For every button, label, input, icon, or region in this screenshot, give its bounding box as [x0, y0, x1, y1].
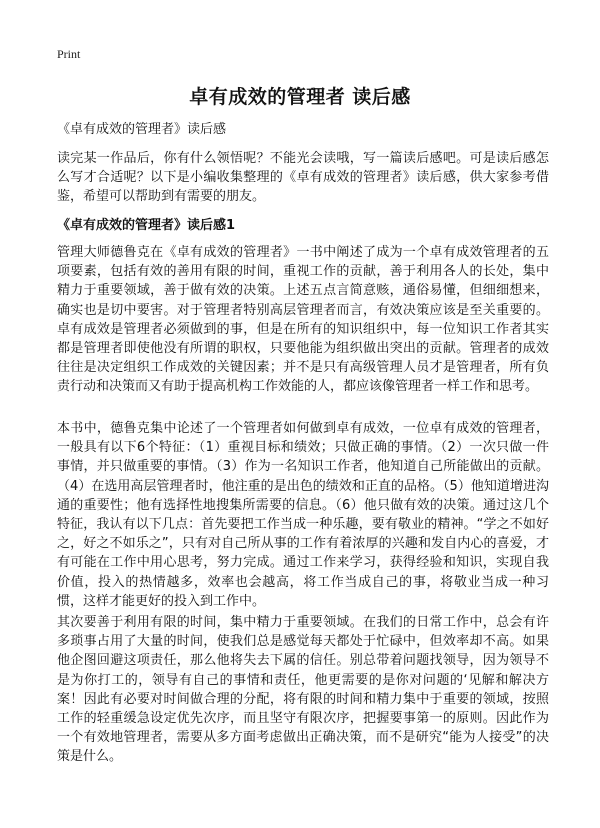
body-paragraph-2: 本书中，德鲁克集中论述了一个管理者如何做到卓有成效，一位卓有成效的管理者，一般具有以下6个特征：（1）重视目标和绩效；只做正确的事情。（2）一次只做一件事情，并只做重要的事情。（3）作为一名知识工作者，他知道自己所能做出的贡献。（4）在选用高层管理者时，他注重的是出色的绩效和正直的品格。（5）他知道增进沟通的重要性；他有选择性地搜集所需要的信息。（6）他只做有效的决策。通过这几个特征，我认有以下几点：首先要把工作当成一种乐趣，要有敬业的精神。“学之不如好之，好之不如乐之”，只有对自己所从事的工作有着浓厚的兴趣和发自内心的喜爱，才有可能在工作中用心思考，努力完成。通过工作来学习，获得经验和知识，实现自我价值，投入的热情越多，效率也会越高，将工作当成自己的事，将敬业当成一种习惯，这样才能更好的投入到工作中。	[57, 421, 549, 609]
body-paragraph-1: 管理大师德鲁克在《卓有成效的管理者》一书中阐述了成为一个卓有成效管理者的五项要素，包括有效的善用有限的时间，重视工作的贡献，善于利用各人的长处，集中精力于重要领域，善于做有效的决策。上述五点言简意赅，通俗易懂，但细细想来，确实也是切中要害。对于管理者特别高层管理者而言，有效决策应该是至关重要的。卓有成效是管理者必须做到的事，但是在所有的知识组织中，每一位知识工作者其实都是管理者即使他没有所谓的职权，只要他能为组织做出突出的贡献。管理者的成效往往是决定组织工作成效的关键因素；并不是只有高级管理人员才是管理者，所有负责行动和决策而又有助于提高机构工作效能的人，都应该像管理者一样工作和思考。	[57, 245, 549, 395]
intro-paragraph: 读完某一作品后，你有什么领悟呢？不能光会读哦，写一篇读后感吧。可是读后感怎么写才合适呢？以下是小编收集整理的《卓有成效的管理者》读后感，供大家参考借鉴，希望可以帮助到有需要的朋友。	[57, 151, 549, 205]
article-subtitle: 《卓有成效的管理者》读后感	[57, 122, 227, 137]
body-paragraph-3: 其次要善于利用有限的时间，集中精力于重要领域。在我们的日常工作中，总会有许多琐事占用了大量的时间，使我们总是感觉每天都处于忙碌中，但效率却不高。如果他企图回避这项责任，那么他将失去下属的信任。别总带着问题找领导，因为领导不是为你打工的，领导有自己的事情和责任，他更需要的是你对问题的‘见解和解决方案！因此有必要对时间做合理的分配，将有限的时间和精力集中于重要的领域，按照工作的轻重缓急设定优先次序，而且坚守有限次序，把握要事第一的原则。因此作为一个有效地管理者，需要从多方面考虑做出正确决策，而不是研究“能为人接受”的决策是什么。	[57, 615, 549, 765]
page-title: 卓有成效的管理者 读后感	[189, 86, 411, 108]
section-heading: 《卓有成效的管理者》读后感1	[57, 218, 236, 233]
print-link[interactable]: Print	[57, 47, 81, 61]
